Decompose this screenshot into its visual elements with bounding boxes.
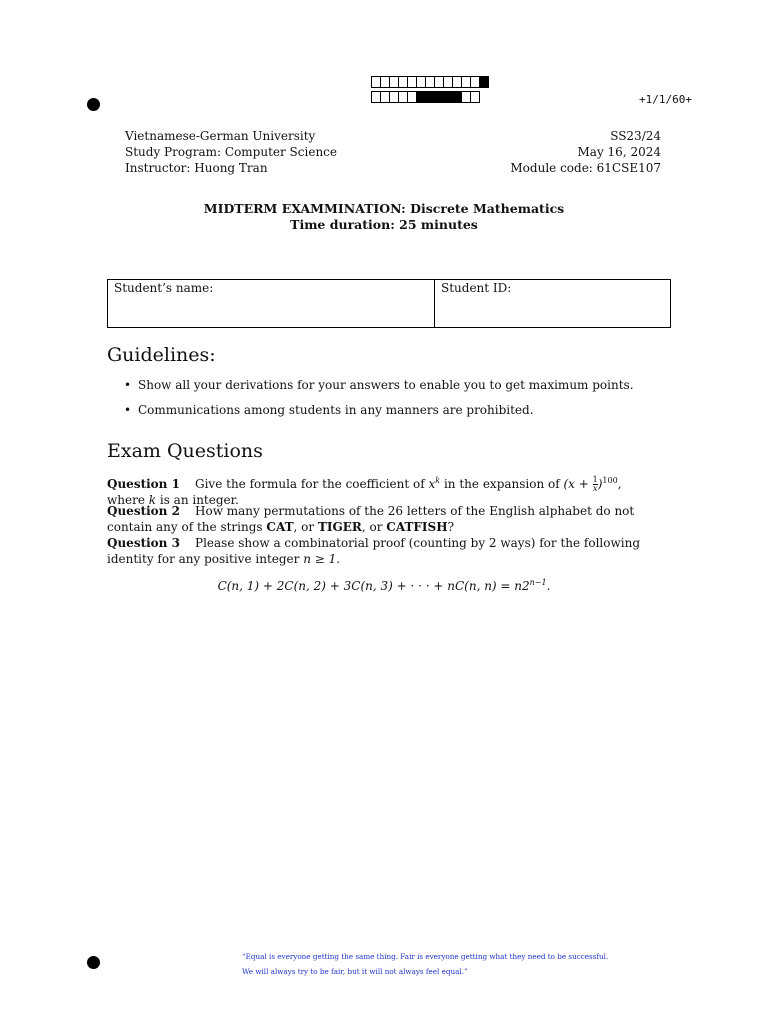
math-xk: $x^k$: [428, 476, 441, 491]
string-cat: CAT: [266, 519, 294, 534]
student-id-field[interactable]: [434, 280, 670, 327]
identity-formula: C(n, 1) + 2C(n, 2) + 3C(n, 3) + · · · + nC(n, $n) = n2^{n-1}$.: [217, 578, 551, 593]
question-3-label: Question 3: [107, 536, 180, 550]
barcode-cell: [479, 76, 489, 88]
string-tiger: TIGER: [317, 519, 362, 534]
string-catfish: CATFISH: [386, 519, 448, 534]
question-1-label: Question 1: [107, 477, 180, 491]
condition: n ≥ 1.: [303, 551, 341, 566]
semester: SS23/24: [610, 129, 661, 143]
student-name-field[interactable]: [108, 280, 434, 327]
university-name: Vietnamese-German University: [125, 129, 316, 143]
question-2: Question 2 How many permutations of the 26 letters of the English alphabet do not contain any of the strings CAT, or TIGER, or CATFISH?: [107, 504, 635, 534]
header-left: [125, 128, 337, 176]
footer-quote: “Equal is everyone getting the same thing. Fair is everyone getting what they need to be successful. We will always try to be fair, but it will not always feel equal.”: [242, 952, 609, 976]
guidelines-heading: Guidelines:: [107, 344, 216, 366]
student-info-box: [107, 279, 671, 328]
header-right: [510, 128, 661, 176]
study-program: Study Program: Computer Science: [125, 145, 337, 159]
registration-dot-top: [87, 98, 100, 111]
guideline-item: • Communications among students in any manners are prohibited.: [122, 402, 682, 418]
registration-dot-bottom: [87, 956, 100, 969]
student-id-label: Student ID:: [441, 281, 512, 295]
question-2-label: Question 2: [107, 504, 180, 518]
exam-title-line: MIDTERM EXAMMINATION: Discrete Mathematics: [203, 201, 565, 216]
page-id: +1/1/60+: [639, 93, 692, 106]
student-name-label: Student’s name:: [114, 281, 214, 295]
guideline-item: • Show all your derivations for your answers to enable you to get maximum points.: [122, 377, 682, 393]
exam-questions-heading: Exam Questions: [107, 440, 263, 462]
instructor: Instructor: Huong Tran: [125, 161, 268, 175]
time-duration: Time duration: 25 minutes: [290, 217, 478, 232]
barcode: [371, 76, 488, 103]
barcode-cell: [470, 91, 480, 103]
module-code: Module code: 61CSE107: [510, 161, 661, 175]
barcode-row-2: [371, 91, 488, 103]
exam-title: [0, 201, 768, 233]
exam-date: May 16, 2024: [577, 145, 661, 159]
math-expansion: (x + $\frac{1}{x}$ )$^{100}$: [563, 475, 618, 493]
guidelines-list: [122, 377, 682, 427]
question-1: Question 1 Give the formula for the coefficient of $x^k$ in the expansion of (x + $\frac{1}{x}$ )$^{100}$, where k is an integer.: [107, 475, 622, 507]
barcode-row-1: [371, 76, 488, 88]
question-3: Question 3 Please show a combinatorial proof (counting by 2 ways) for the following identity for any positive integer n ≥ 1.: [107, 536, 641, 566]
